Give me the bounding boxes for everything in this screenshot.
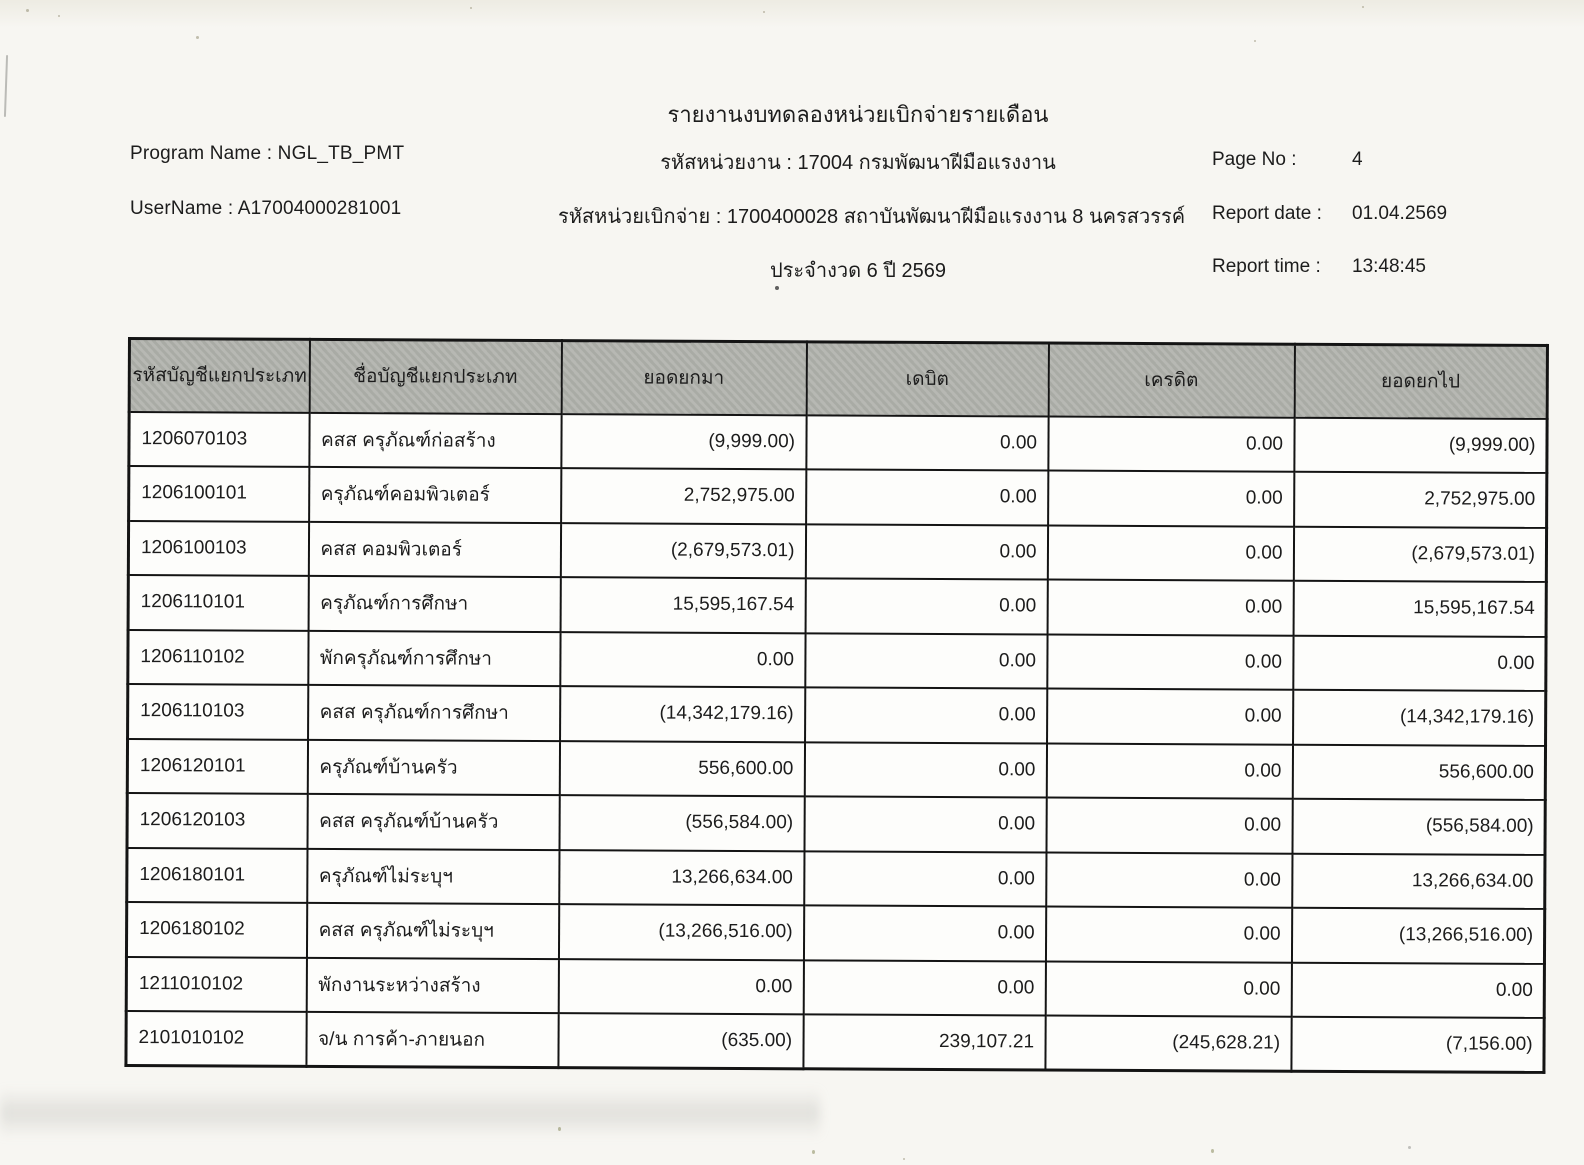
report-title: รายงานงบทดลองหน่วยเบิกจ่ายรายเดือน: [667, 102, 1049, 127]
account-name-cell: จ/น การค้า-ภายนอก: [306, 1012, 558, 1068]
ending-balance-cell: 0.00: [1291, 962, 1544, 1018]
account-name-cell: คสส ครุภัณฑ์บ้านครัว: [307, 794, 559, 850]
report-date-label: Report date :: [1212, 203, 1322, 224]
ending-balance-cell: 15,595,167.54: [1293, 581, 1546, 637]
debit-cell: 0.00: [806, 415, 1048, 471]
table-row: [127, 848, 1545, 909]
account-name-cell: พักงานระหว่างสร้าง: [306, 957, 558, 1013]
debit-cell: 0.00: [804, 851, 1046, 907]
account-name-cell: คสส ครุภัณฑ์การศึกษา: [308, 685, 560, 741]
col-header-ending-balance: ยอดยกไป: [1294, 344, 1547, 418]
account-name-cell: ครุภัณฑ์คอมพิวเตอร์: [309, 467, 561, 523]
page-no-label: Page No :: [1212, 149, 1297, 170]
debit-cell: 0.00: [804, 796, 1046, 852]
account-code-cell: 1206120101: [127, 739, 307, 794]
credit-cell: 0.00: [1047, 634, 1293, 690]
agency-code-line: รหัสหน่วยงาน : 17004 กรมพัฒนาฝีมือแรงงาน: [660, 152, 1056, 174]
account-name-cell: ครุภัณฑ์การศึกษา: [308, 576, 560, 632]
account-name-cell: คสส ครุภัณฑ์ไม่ระบุฯ: [306, 903, 558, 959]
table-row: [129, 412, 1547, 473]
scan-speck: [196, 36, 199, 39]
beginning-balance-cell: (2,679,573.01): [560, 523, 805, 579]
account-code-cell: 1206110102: [128, 630, 308, 685]
beginning-balance-cell: (14,342,179.16): [560, 686, 805, 742]
account-name-cell: คสส ครุภัณฑ์ก่อสร้าง: [309, 412, 561, 468]
report-time-label: Report time :: [1212, 256, 1321, 277]
account-name-cell: ครุภัณฑ์ไม่ระบุฯ: [307, 848, 559, 904]
username-line: [130, 198, 401, 220]
debit-cell: 0.00: [805, 687, 1047, 743]
scan-wash-top: [0, 0, 1584, 28]
col-header-account-code: รหัสบัญชีแยกประเภท: [129, 339, 309, 413]
account-code-cell: 1206110103: [128, 684, 308, 739]
report-date-value: 01.04.2569: [1352, 203, 1448, 224]
report-time-value: 13:48:45: [1352, 256, 1426, 277]
table-body: [126, 412, 1547, 1073]
ending-balance-cell: (556,584.00): [1292, 799, 1545, 855]
credit-cell: 0.00: [1046, 797, 1292, 853]
ending-balance-cell: (2,679,573.01): [1293, 526, 1546, 582]
col-header-beginning-balance: ยอดยกมา: [561, 341, 806, 415]
table-row: [128, 630, 1546, 691]
account-name-cell: ครุภัณฑ์บ้านครัว: [307, 739, 559, 795]
scan-speck: [763, 11, 765, 13]
account-name-cell: พักครุภัณฑ์การศึกษา: [308, 630, 560, 686]
beginning-balance-cell: 2,752,975.00: [561, 468, 806, 524]
account-code-cell: 1206110101: [128, 575, 308, 630]
ending-balance-cell: 0.00: [1293, 635, 1546, 691]
program-name-line: [130, 143, 404, 165]
username-value: A17004000281001: [237, 198, 402, 219]
beginning-balance-cell: (635.00): [558, 1013, 803, 1069]
credit-cell: 0.00: [1046, 852, 1292, 908]
account-name-cell: คสส คอมพิวเตอร์: [308, 521, 560, 577]
beginning-balance-cell: 556,600.00: [559, 741, 804, 797]
scan-speck: [558, 1127, 561, 1131]
debit-cell: 0.00: [806, 469, 1048, 525]
username-label: UserName :: [130, 198, 234, 219]
beginning-balance-cell: 13,266,634.00: [559, 850, 804, 906]
scan-speck: [26, 9, 29, 12]
ending-balance-cell: 13,266,634.00: [1292, 853, 1545, 909]
credit-cell: 0.00: [1048, 416, 1294, 472]
beginning-balance-cell: 0.00: [558, 959, 803, 1015]
beginning-balance-cell: (556,584.00): [559, 795, 804, 851]
account-code-cell: 1211010102: [126, 956, 306, 1011]
table-row: [128, 684, 1546, 745]
table-row: [128, 521, 1546, 582]
period-line: ประจำงวด 6 ปี 2569: [769, 260, 947, 282]
scan-speck: [1254, 40, 1256, 42]
col-header-account-name: ชื่อบัญชีแยกประเภท: [309, 339, 561, 413]
ending-balance-cell: (14,342,179.16): [1293, 690, 1546, 746]
ending-balance-cell: (9,999.00): [1294, 417, 1547, 473]
scan-speck: [812, 1150, 815, 1154]
credit-cell: 0.00: [1047, 688, 1293, 744]
ending-balance-cell: 2,752,975.00: [1294, 472, 1547, 528]
debit-cell: 0.00: [805, 524, 1047, 580]
program-name-label: Program Name :: [130, 143, 273, 164]
paper-edge-shadow: [4, 55, 8, 117]
table-header-row: [129, 339, 1547, 419]
account-code-cell: 1206180102: [126, 902, 306, 957]
debit-cell: 0.00: [803, 905, 1045, 961]
program-name-value: NGL_TB_PMT: [277, 143, 405, 164]
debit-cell: 239,107.21: [803, 1014, 1045, 1070]
scan-speck: [470, 7, 472, 9]
credit-cell: (245,628.21): [1045, 1015, 1291, 1071]
disbursing-unit-line: รหัสหน่วยเบิกจ่าย : 1700400028 สถาบันพัฒนาฝีมือแรงงาน 8 นครสวรรค์: [558, 206, 1186, 228]
credit-cell: 0.00: [1048, 470, 1294, 526]
scan-speck: [1408, 1146, 1411, 1149]
beginning-balance-cell: 0.00: [560, 632, 805, 688]
account-code-cell: 1206100101: [129, 466, 309, 521]
trial-balance-table-wrap: [124, 337, 1549, 1074]
account-code-cell: 2101010102: [126, 1011, 306, 1066]
beginning-balance-cell: (9,999.00): [561, 414, 806, 470]
ending-balance-cell: (13,266,516.00): [1291, 908, 1544, 964]
ending-balance-cell: 556,600.00: [1292, 744, 1545, 800]
account-code-cell: 1206070103: [129, 412, 309, 467]
debit-cell: 0.00: [805, 578, 1047, 634]
credit-cell: 0.00: [1047, 525, 1293, 581]
credit-cell: 0.00: [1047, 579, 1293, 635]
scan-speck: [1211, 1149, 1214, 1153]
credit-cell: 0.00: [1045, 961, 1291, 1017]
credit-cell: 0.00: [1046, 743, 1292, 799]
trial-balance-table: [124, 337, 1549, 1074]
table-row: [127, 739, 1545, 800]
debit-cell: 0.00: [804, 742, 1046, 798]
col-header-credit: เครดิต: [1048, 343, 1294, 417]
scan-speck: [58, 15, 60, 17]
account-code-cell: 1206180101: [127, 848, 307, 903]
table-row: [127, 793, 1545, 854]
scan-speck: [1362, 6, 1364, 8]
beginning-balance-cell: (13,266,516.00): [558, 904, 803, 960]
debit-cell: 0.00: [803, 960, 1045, 1016]
account-code-cell: 1206100103: [128, 521, 308, 576]
col-header-debit: เดบิต: [806, 342, 1048, 416]
scan-wash-bottom: [0, 1088, 820, 1138]
table-row: [128, 575, 1546, 636]
table-row: [129, 466, 1547, 527]
account-code-cell: 1206120103: [127, 793, 307, 848]
beginning-balance-cell: 15,595,167.54: [560, 577, 805, 633]
debit-cell: 0.00: [805, 633, 1047, 689]
page-no-value: 4: [1352, 149, 1363, 170]
scan-speck: [775, 286, 779, 290]
credit-cell: 0.00: [1045, 906, 1291, 962]
table-row: [126, 1011, 1544, 1072]
scan-speck: [903, 1158, 905, 1160]
table-row: [126, 902, 1544, 963]
table-row: [126, 956, 1544, 1017]
ending-balance-cell: (7,156.00): [1291, 1017, 1544, 1073]
